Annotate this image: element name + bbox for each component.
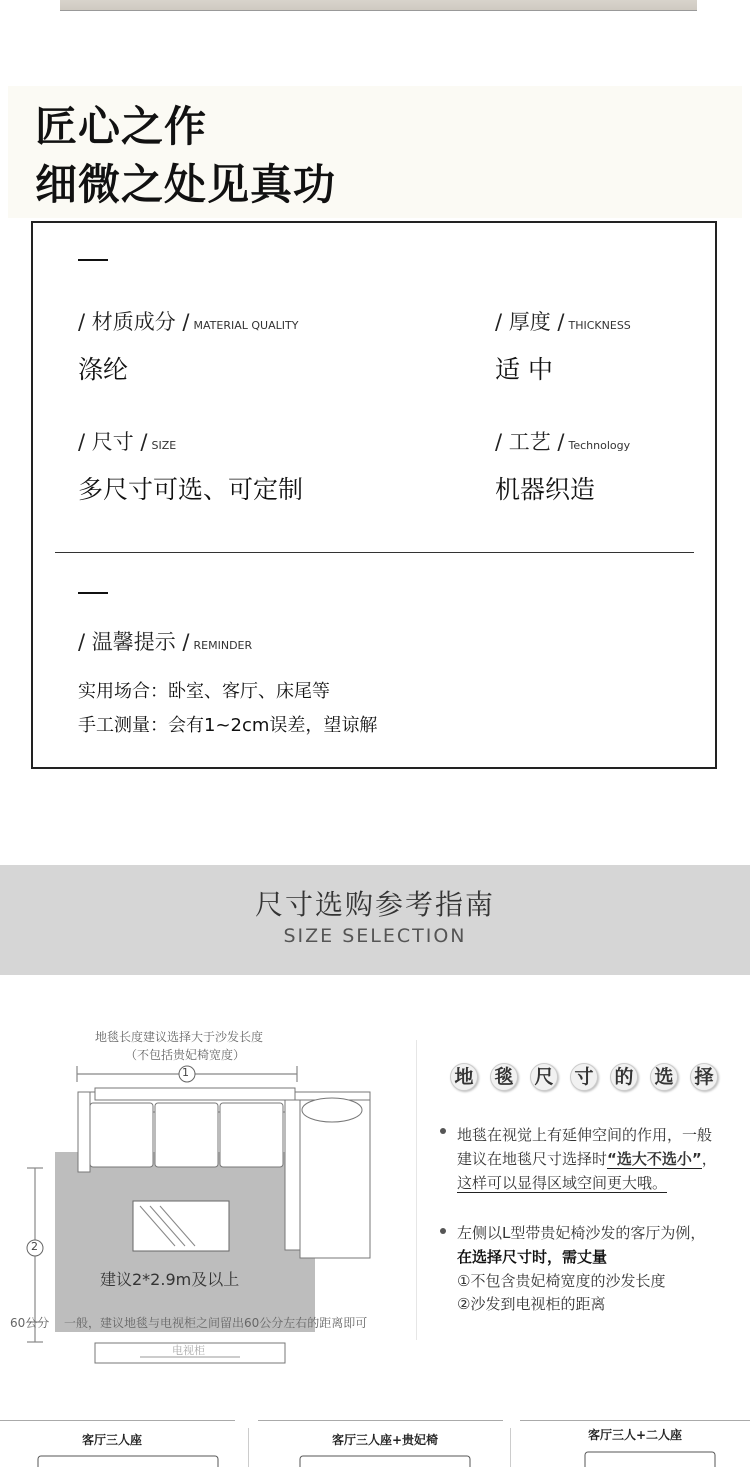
bullet-1-line-2 <box>457 1148 717 1169</box>
size-value: 多尺寸可选、可定制 <box>78 475 304 504</box>
living-room-diagram <box>0 1060 420 1380</box>
bullet-1-line-2a: 建议在地毯尺寸选择时 <box>457 1150 608 1168</box>
bullet-dot <box>440 1228 446 1234</box>
bullet-dot <box>440 1128 446 1134</box>
column-divider <box>416 1040 417 1340</box>
reminder-label-en: REMINDER <box>193 639 253 652</box>
material-label-cn: / 材质成分 / <box>78 310 190 334</box>
title-char: 毯 <box>490 1063 518 1091</box>
bullet-1-line-3 <box>457 1172 667 1193</box>
bottom-sofa-thumbnails <box>0 1448 750 1467</box>
size-guide-subtitle: SIZE SELECTION <box>283 925 467 947</box>
tv-stand-label: 电视柜 <box>172 1344 205 1357</box>
layout-label-three-seat: 客厅三人座 <box>82 1433 143 1447</box>
bullet-1-emphasis: “选大不选小” <box>607 1150 702 1168</box>
bottom-divider <box>258 1420 503 1421</box>
bullet-2-line-2: 在选择尺寸时，需丈量 <box>457 1248 608 1266</box>
title-char: 选 <box>650 1063 678 1091</box>
material-label-en: MATERIAL QUALITY <box>193 319 299 332</box>
size-label-en: SIZE <box>151 439 177 452</box>
material-value: 涤纶 <box>78 355 129 384</box>
size-label-cn: / 尺寸 / <box>78 430 148 454</box>
layout-label-three-seat-chaise: 客厅三人座+贵妃椅 <box>332 1433 439 1447</box>
distance-label: 60公分 <box>10 1316 50 1330</box>
thickness-label-en: THICKNESS <box>568 319 631 332</box>
rug-size-label: 建议2*2.9m及以上 <box>100 1270 240 1289</box>
rug-choice-title <box>450 1063 718 1091</box>
title-char: 寸 <box>570 1063 598 1091</box>
reminder-label-cn: / 温馨提示 / <box>78 630 190 654</box>
dash-mark <box>78 592 108 594</box>
bullet-1-line-1: 地毯在视觉上有延伸空间的作用，一般 <box>457 1126 713 1144</box>
title-char: 地 <box>450 1063 478 1091</box>
craft-label <box>495 426 630 456</box>
heading-line-2: 细微之处见真功 <box>35 160 337 209</box>
product-image-bottom-edge <box>60 0 697 11</box>
dash-mark <box>78 259 108 261</box>
distance-note: 一般，建议地毯与电视柜之间留出60公分左右的距离即可 <box>64 1316 368 1330</box>
marker-2: 2 <box>31 1240 38 1253</box>
diagram-top-note-2: （不包括贵妃椅宽度） <box>125 1048 246 1062</box>
bottom-divider <box>0 1420 235 1421</box>
thickness-label-cn: / 厚度 / <box>495 310 565 334</box>
layout-label-three-two-seat: 客厅三人+二人座 <box>588 1428 683 1442</box>
bullet-1-line-2c: ， <box>701 1150 717 1168</box>
title-char: 择 <box>690 1063 718 1091</box>
craft-label-en: Technology <box>568 439 631 452</box>
size-guide-title: 尺寸选购参考指南 <box>254 888 495 921</box>
reminder-label <box>78 626 252 656</box>
spec-divider <box>55 552 694 553</box>
reminder-line-2: 手工测量：会有1~2cm误差，望谅解 <box>78 715 378 736</box>
heading-line-1: 匠心之作 <box>35 102 208 151</box>
bullet-2-line-4: ②沙发到电视柜的距离 <box>457 1295 606 1313</box>
title-char: 的 <box>610 1063 638 1091</box>
marker-1: 1 <box>182 1066 189 1079</box>
reminder-line-1: 实用场合：卧室、客厅、床尾等 <box>78 681 330 702</box>
bullet-1-line-3-text: 这样可以显得区域空间更大哦。 <box>457 1174 668 1192</box>
thickness-label <box>495 306 631 336</box>
diagram-top-note-1: 地毯长度建议选择大于沙发长度 <box>95 1030 264 1044</box>
material-label <box>78 306 298 336</box>
bottom-divider <box>520 1420 750 1421</box>
size-label <box>78 426 176 456</box>
bullet-2-line-1: 左侧以L型带贵妃椅沙发的客厅为例， <box>457 1224 706 1242</box>
craft-value: 机器织造 <box>495 475 596 504</box>
craft-label-cn: / 工艺 / <box>495 430 565 454</box>
thickness-value: 适 中 <box>495 355 553 384</box>
title-char: 尺 <box>530 1063 558 1091</box>
bullet-2-line-3: ①不包含贵妃椅宽度的沙发长度 <box>457 1272 666 1290</box>
